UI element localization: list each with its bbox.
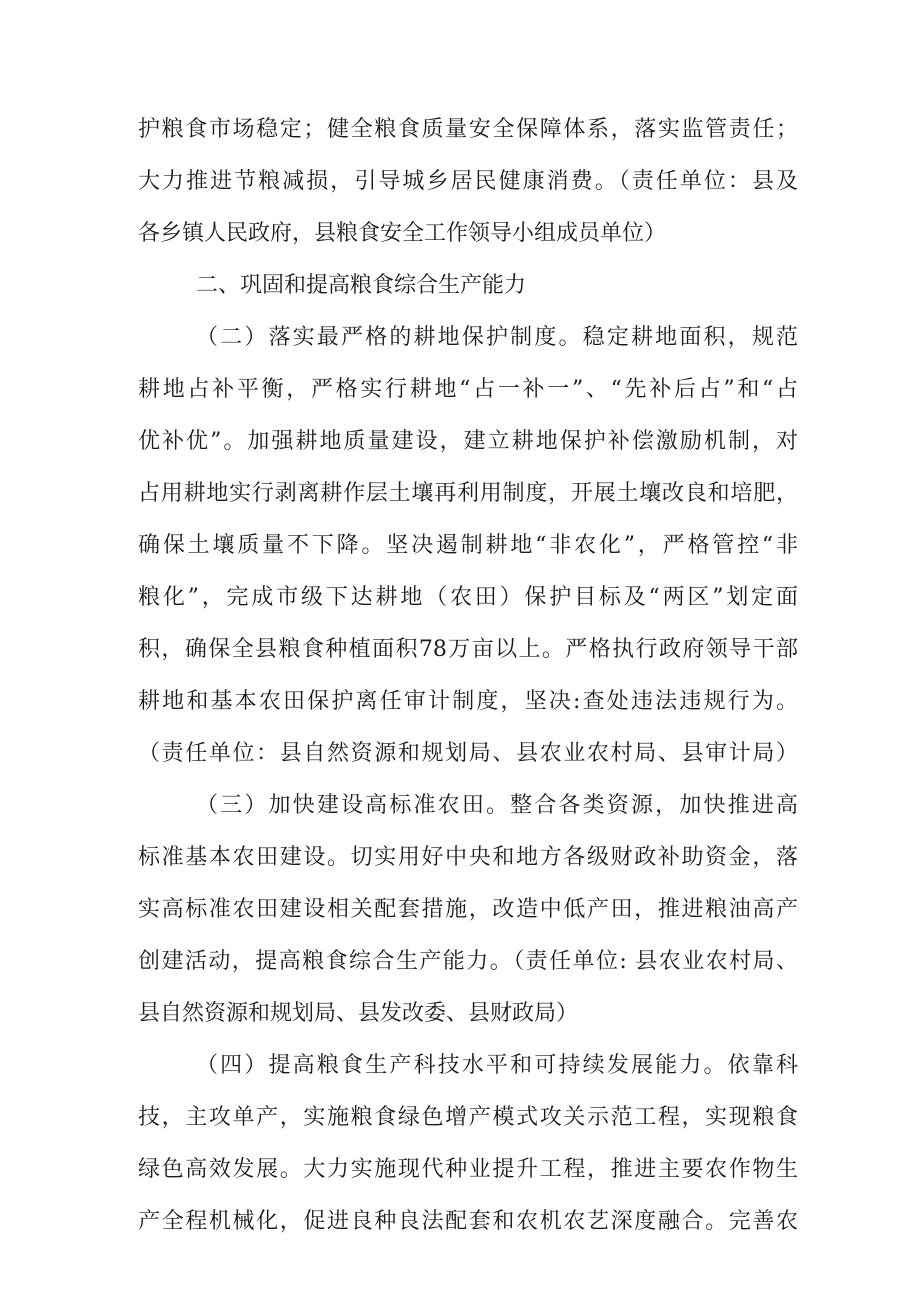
text-line: 县自然资源和规划局、县发改委、县财政局） (138, 1001, 579, 1026)
text-line: 大力推进节粮减损，引导城乡居民健康消费。（责任单位：县及 (138, 169, 798, 194)
text-line: 实高标准农田建设相关配套措施，改造中低产田，推进粮油高产 (138, 897, 798, 922)
text-line: 护粮食市场稳定；健全粮食质量安全保障体系，落实监管责任； (138, 117, 798, 142)
text-line: （四）提高粮食生产科技水平和可持续发展能力。依靠科 (196, 1053, 798, 1078)
text-line: 产全程机械化，促进良种良法配套和农机农艺深度融合。完善农 (138, 1209, 798, 1234)
text-line: 耕地和基本农田保护离任审计制度，坚决:查处违法违规行为。 (138, 689, 798, 714)
text-line: 技，主攻单产，实施粮食绿色增产模式攻关示范工程，实现粮食 (138, 1105, 798, 1130)
text-line: 标准基本农田建设。切实用好中央和地方各级财政补助资金，落 (138, 845, 798, 870)
text-line: 耕地占补平衡，严格实行耕地“占一补一”、“先补后占”和“占 (138, 377, 798, 402)
section-heading: 二、巩固和提高粮食综合生产能力 (196, 273, 527, 298)
text-line: 积，确保全县粮食种植面积78万亩以上。严格执行政府领导干部 (138, 637, 798, 662)
text-line: （二）落实最严格的耕地保护制度。稳定耕地面积，规范 (196, 325, 798, 350)
text-line: 绿色高效发展。大力实施现代种业提升工程，推进主要农作物生 (138, 1157, 798, 1182)
document-body (138, 104, 798, 1248)
text-line: 确保土壤质量不下降。坚决遏制耕地“非农化”，严格管控“非 (138, 533, 798, 558)
text-line: 优补优”。加强耕地质量建设，建立耕地保护补偿激励机制，对 (138, 429, 798, 454)
text-line: （三）加快建设高标准农田。整合各类资源，加快推进高 (196, 793, 798, 818)
text-line: （责任单位：县自然资源和规划局、县农业农村局、县审计局） (138, 741, 798, 766)
text-line: 创建活动，提高粮食综合生产能力。（责任单位: 县农业农村局、 (138, 949, 798, 974)
text-line: 粮化”，完成市级下达耕地（农田）保护目标及“两区”划定面 (138, 585, 798, 610)
text-line: 各乡镇人民政府，县粮食安全工作领导小组成员单位） (138, 221, 667, 246)
text-line: 占用耕地实行剥离耕作层土壤再利用制度，开展土壤改良和培肥， (138, 481, 798, 506)
